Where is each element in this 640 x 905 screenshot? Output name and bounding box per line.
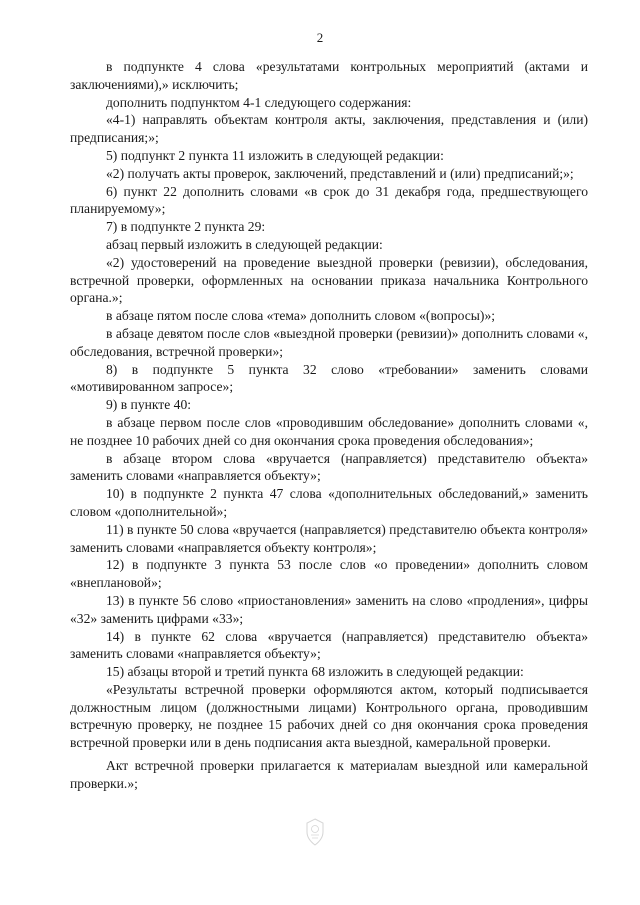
paragraph: 13) в пункте 56 слово «приостановления» заменить на слово «продления», цифры «32» заменить цифрами «33»; [70,592,588,626]
paragraph: «Результаты встречной проверки оформляются актом, который подписывается должностным лицом (должностными лицами) Контрольного органа, проводившим встречную проверку, не позднее 15 рабочих дней со дня окончания срока проведения встречной проверки или в день подписания акта выездной, камеральной проверки. [70,681,588,751]
paragraph: 5) подпункт 2 пункта 11 изложить в следующей редакции: [106,147,444,163]
paragraph: 9) в пункте 40: [106,397,192,413]
paragraph: в абзаце пятом после слова «тема» дополнить словом «(вопросы)»; [106,308,496,324]
paragraph: в абзаце девятом после слов «выездной проверки (ревизии)» дополнить словами «, обследования, встречной проверки»; [70,325,588,359]
paragraph: 6) пункт 22 дополнить словами «в срок до 31 декабря года, предшествующего планируемому»; [70,183,588,217]
paragraph: в подпункте 4 слова «результатами контрольных мероприятий (актами и заключениями),» исключить; [70,59,588,92]
paragraph: дополнить подпунктом 4-1 следующего содержания: [106,94,412,110]
paragraph: в абзаце втором слова «вручается (направляется) представителю объекта» заменить словами «направляется объекту»; [70,450,588,484]
paragraph: 10) в подпункте 2 пункта 47 слова «дополнительных обследований,» заменить словом «дополнительной»; [70,486,588,519]
paragraph: 7) в подпункте 2 пункта 29: [106,219,266,235]
paragraph: абзац первый изложить в следующей редакции: [106,236,383,252]
paragraph: 12) в подпункте 3 пункта 53 после слов «о проведении» дополнить словом «внеплановой»; [70,557,588,591]
paragraph: 8) в подпункте 5 пункта 32 слово «требовании» заменить словами «мотивированном запросе»; [70,361,588,395]
paragraph: «2) получать акты проверок, заключений, представлений и (или) предписаний;»; [106,165,574,181]
paragraph: в абзаце первом после слов «проводившим обследование» дополнить словами «, не позднее 10 рабочих дней со дня окончания срока проведения обследования»; [70,414,588,448]
emblem-icon [304,818,326,846]
page-number: 2 [316,30,324,45]
paragraph: 11) в пункте 50 слова «вручается (направляется) представителю объекта контроля» заменить словами «направляется объекту контроля»; [70,521,588,555]
paragraph: 14) в пункте 62 слова «вручается (направляется) представителю объекта» заменить словами «направляется объекту»; [70,628,588,662]
watermark-stamp [265,818,365,868]
paragraph: Акт встречной проверки прилагается к материалам выездной или камеральной проверки.»; [70,758,588,791]
document-body [70,58,588,793]
paragraph: 15) абзацы второй и третий пункта 68 изложить в следующей редакции: [106,664,524,680]
paragraph: «4-1) направлять объектам контроля акты, заключения, представления и (или) предписания;»; [70,112,588,146]
paragraph: «2) удостоверений на проведение выездной проверки (ревизии), обследования, встречной проверки, оформленных на основании приказа начальника Контрольного органа.»; [70,254,588,306]
